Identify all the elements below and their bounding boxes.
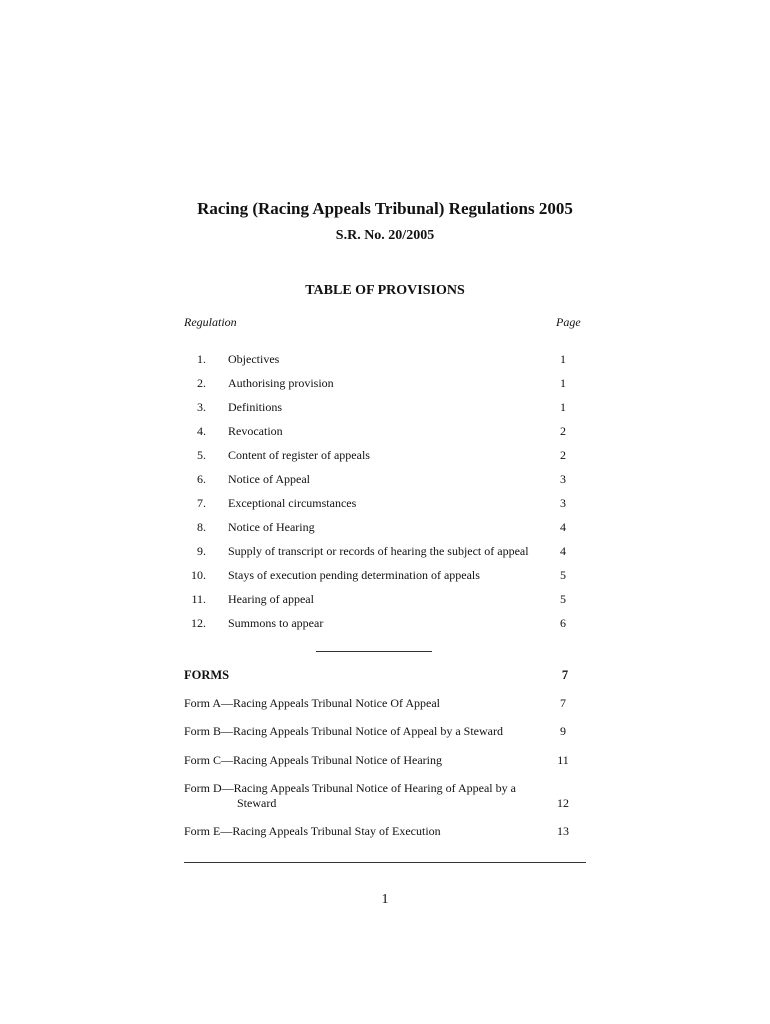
provision-page: 1 (560, 376, 566, 390)
provision-row[interactable] (0, 376, 770, 392)
provision-row[interactable] (0, 568, 770, 584)
toc-heading: TABLE OF PROVISIONS (305, 283, 465, 298)
provision-row[interactable] (0, 400, 770, 416)
provision-number: 4. (197, 424, 206, 438)
form-label-text: Form B—Racing Appeals Tribunal Notice of Appeal by a Steward (184, 724, 503, 738)
provision-page: 1 (560, 352, 566, 366)
regulation-column-header: Regulation (184, 315, 237, 329)
provision-label[interactable]: Authorising provision (228, 376, 334, 390)
provision-number: 12. (191, 616, 206, 630)
form-label[interactable] (184, 724, 554, 739)
provision-page: 4 (560, 544, 566, 558)
provision-label[interactable]: Supply of transcript or records of hearing the subject of appeal (228, 544, 529, 558)
provision-number: 3. (197, 400, 206, 414)
provision-page: 5 (560, 568, 566, 582)
section-divider (316, 651, 432, 652)
provision-number: 11. (191, 592, 206, 606)
provision-number: 8. (197, 520, 206, 534)
form-label-continuation: Steward (237, 796, 277, 810)
provision-page: 5 (560, 592, 566, 606)
form-page: 7 (560, 696, 566, 710)
footer-rule (184, 862, 586, 863)
provision-row[interactable] (0, 472, 770, 488)
form-label[interactable] (184, 824, 554, 839)
form-page: 9 (560, 724, 566, 738)
forms-heading: FORMS (184, 668, 230, 682)
provision-label[interactable]: Notice of Hearing (228, 520, 315, 534)
provision-row[interactable] (0, 520, 770, 536)
provision-label[interactable]: Objectives (228, 352, 280, 366)
provision-number: 5. (197, 448, 206, 462)
provision-number: 1. (197, 352, 206, 366)
provision-row[interactable] (0, 424, 770, 440)
provision-page: 2 (560, 448, 566, 462)
provision-page: 1 (560, 400, 566, 414)
provision-label[interactable]: Content of register of appeals (228, 448, 370, 462)
page-number: 1 (381, 892, 389, 907)
provision-number: 10. (191, 568, 206, 582)
form-page: 11 (557, 753, 569, 767)
provision-number: 9. (197, 544, 206, 558)
provision-label[interactable]: Hearing of appeal (228, 592, 314, 606)
provision-label[interactable]: Revocation (228, 424, 283, 438)
provision-label[interactable]: Exceptional circumstances (228, 496, 357, 510)
provision-label[interactable]: Notice of Appeal (228, 472, 310, 486)
form-page: 12 (557, 796, 569, 810)
provision-row[interactable] (0, 352, 770, 368)
form-label-text: Form A—Racing Appeals Tribunal Notice Of Appeal (184, 696, 440, 710)
forms-page: 7 (561, 668, 569, 682)
provision-row[interactable] (0, 496, 770, 512)
provision-page: 3 (560, 472, 566, 486)
provision-label[interactable]: Summons to appear (228, 616, 324, 630)
provision-page: 4 (560, 520, 566, 534)
provision-row[interactable] (0, 544, 770, 560)
provision-page: 3 (560, 496, 566, 510)
form-label-text: Form D—Racing Appeals Tribunal Notice of Hearing of Appeal by a (184, 781, 516, 795)
form-label[interactable] (184, 753, 554, 768)
provision-page: 2 (560, 424, 566, 438)
provision-number: 7. (197, 496, 206, 510)
form-page: 13 (557, 824, 569, 838)
provision-number: 2. (197, 376, 206, 390)
form-label[interactable] (184, 696, 554, 711)
provision-row[interactable] (0, 616, 770, 632)
document-title: Racing (Racing Appeals Tribunal) Regulations 2005 (197, 199, 573, 218)
provision-row[interactable] (0, 592, 770, 608)
provision-label[interactable]: Stays of execution pending determination of appeals (228, 568, 480, 582)
provision-number: 6. (197, 472, 206, 486)
provision-label[interactable]: Definitions (228, 400, 282, 414)
provision-page: 6 (560, 616, 566, 630)
form-label[interactable] (184, 781, 554, 811)
provision-row[interactable] (0, 448, 770, 464)
page-column-header: Page (556, 315, 581, 329)
form-label-text: Form C—Racing Appeals Tribunal Notice of Hearing (184, 753, 442, 767)
statutory-rule-number: S.R. No. 20/2005 (335, 228, 435, 243)
form-label-text: Form E—Racing Appeals Tribunal Stay of Execution (184, 824, 441, 838)
